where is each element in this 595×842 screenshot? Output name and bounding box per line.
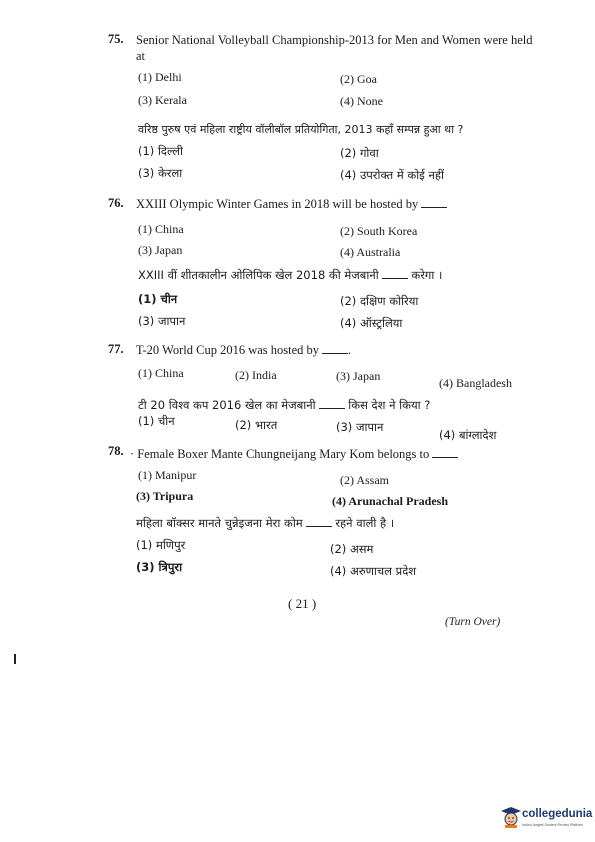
hindi-option-4: (4) बांग्लादेश xyxy=(439,428,497,442)
hindi-option-1: (1) दिल्ली xyxy=(138,144,183,158)
turn-over-label: (Turn Over) xyxy=(445,616,501,628)
option-2: (2) India xyxy=(235,368,277,382)
hindi-option-3: (3) जापान xyxy=(336,420,384,434)
answer-blank xyxy=(432,457,458,458)
question-number: 78. xyxy=(108,444,124,458)
hindi-option-3: (3) जापान xyxy=(138,314,186,328)
hindi-option-3: (3) केरला xyxy=(138,166,183,180)
question-text-hindi: वरिष्ठ पुरुष एवं महिला राष्ट्रीय वॉलीबॉल प्रतियोगिता, 2013 कहाँ सम्पन्न हुआ था ? xyxy=(138,123,464,136)
graduate-mascot-icon xyxy=(500,806,522,828)
option-1: (1) Delhi xyxy=(138,70,182,84)
question-text-hindi: महिला बॉक्सर मानते चुन्नेइजना मेरा कोम रहने वाली है । xyxy=(136,516,395,530)
question-text-hindi: XXIII वीं शीतकालीन ओलिपिक खेल 2018 की मेजबानी करेगा । xyxy=(138,268,443,282)
question-text: Senior National Volleyball Championship-2013 for Men and Women were held at xyxy=(136,33,533,63)
answer-blank xyxy=(382,278,408,279)
hindi-option-2: (2) भारत xyxy=(235,418,278,432)
hindi-option-4: (4) अरुणाचल प्रदेश xyxy=(330,564,417,578)
brand-tagline: India's largest Student Review Platform xyxy=(522,823,583,827)
option-3: (3) Tripura xyxy=(136,489,194,503)
option-3: (3) Kerala xyxy=(138,93,187,107)
question-number: 77. xyxy=(108,342,124,356)
answer-blank xyxy=(322,353,348,354)
option-3: (3) Japan xyxy=(336,369,381,383)
hindi-option-4: (4) ऑस्ट्रलिया xyxy=(340,316,403,330)
hindi-option-4: (4) उपरोक्त में कोई नहीं xyxy=(340,168,444,182)
option-4: (4) Bangladesh xyxy=(439,376,512,390)
hindi-option-1: (1) मणिपुर xyxy=(136,538,186,552)
question-number: 76. xyxy=(108,196,124,210)
question-text-hindi: टी 20 विश्व कप 2016 खेल का मेजबानी किस देश ने किया ? xyxy=(138,398,431,412)
option-4: (4) None xyxy=(340,94,383,108)
answer-blank xyxy=(306,526,332,527)
answer-blank xyxy=(421,207,447,208)
option-2: (2) Assam xyxy=(340,473,389,487)
option-3: (3) Japan xyxy=(138,243,183,257)
answer-blank xyxy=(319,408,345,409)
hindi-option-1: (1) चीन xyxy=(138,414,175,428)
option-1: (1) China xyxy=(138,366,184,380)
margin-mark xyxy=(14,654,16,664)
page-number: ( 21 ) xyxy=(288,596,317,611)
hindi-option-1: (1) चीन xyxy=(138,292,178,306)
hindi-option-2: (2) असम xyxy=(330,542,374,556)
option-2: (2) Goa xyxy=(340,72,377,86)
collegedunia-watermark xyxy=(500,804,593,834)
option-4: (4) Arunachal Pradesh xyxy=(332,494,449,508)
question-text: · Female Boxer Mante Chungneijang Mary Kom belongs to xyxy=(130,446,458,462)
option-1: (1) Manipur xyxy=(138,468,197,482)
question-text: T-20 World Cup 2016 was hosted by . xyxy=(136,343,352,357)
hindi-option-2: (2) गोवा xyxy=(340,146,379,160)
option-4: (4) Australia xyxy=(340,245,401,259)
brand-name: collegedunia xyxy=(522,808,593,820)
option-2: (2) South Korea xyxy=(340,224,418,238)
question-text: XXIII Olympic Winter Games in 2018 will be hosted by xyxy=(136,196,447,212)
question-number: 75. xyxy=(108,32,124,46)
hindi-option-3: (3) त्रिपुरा xyxy=(136,560,183,574)
hindi-option-2: (2) दक्षिण कोरिया xyxy=(340,294,419,308)
option-1: (1) China xyxy=(138,222,184,236)
